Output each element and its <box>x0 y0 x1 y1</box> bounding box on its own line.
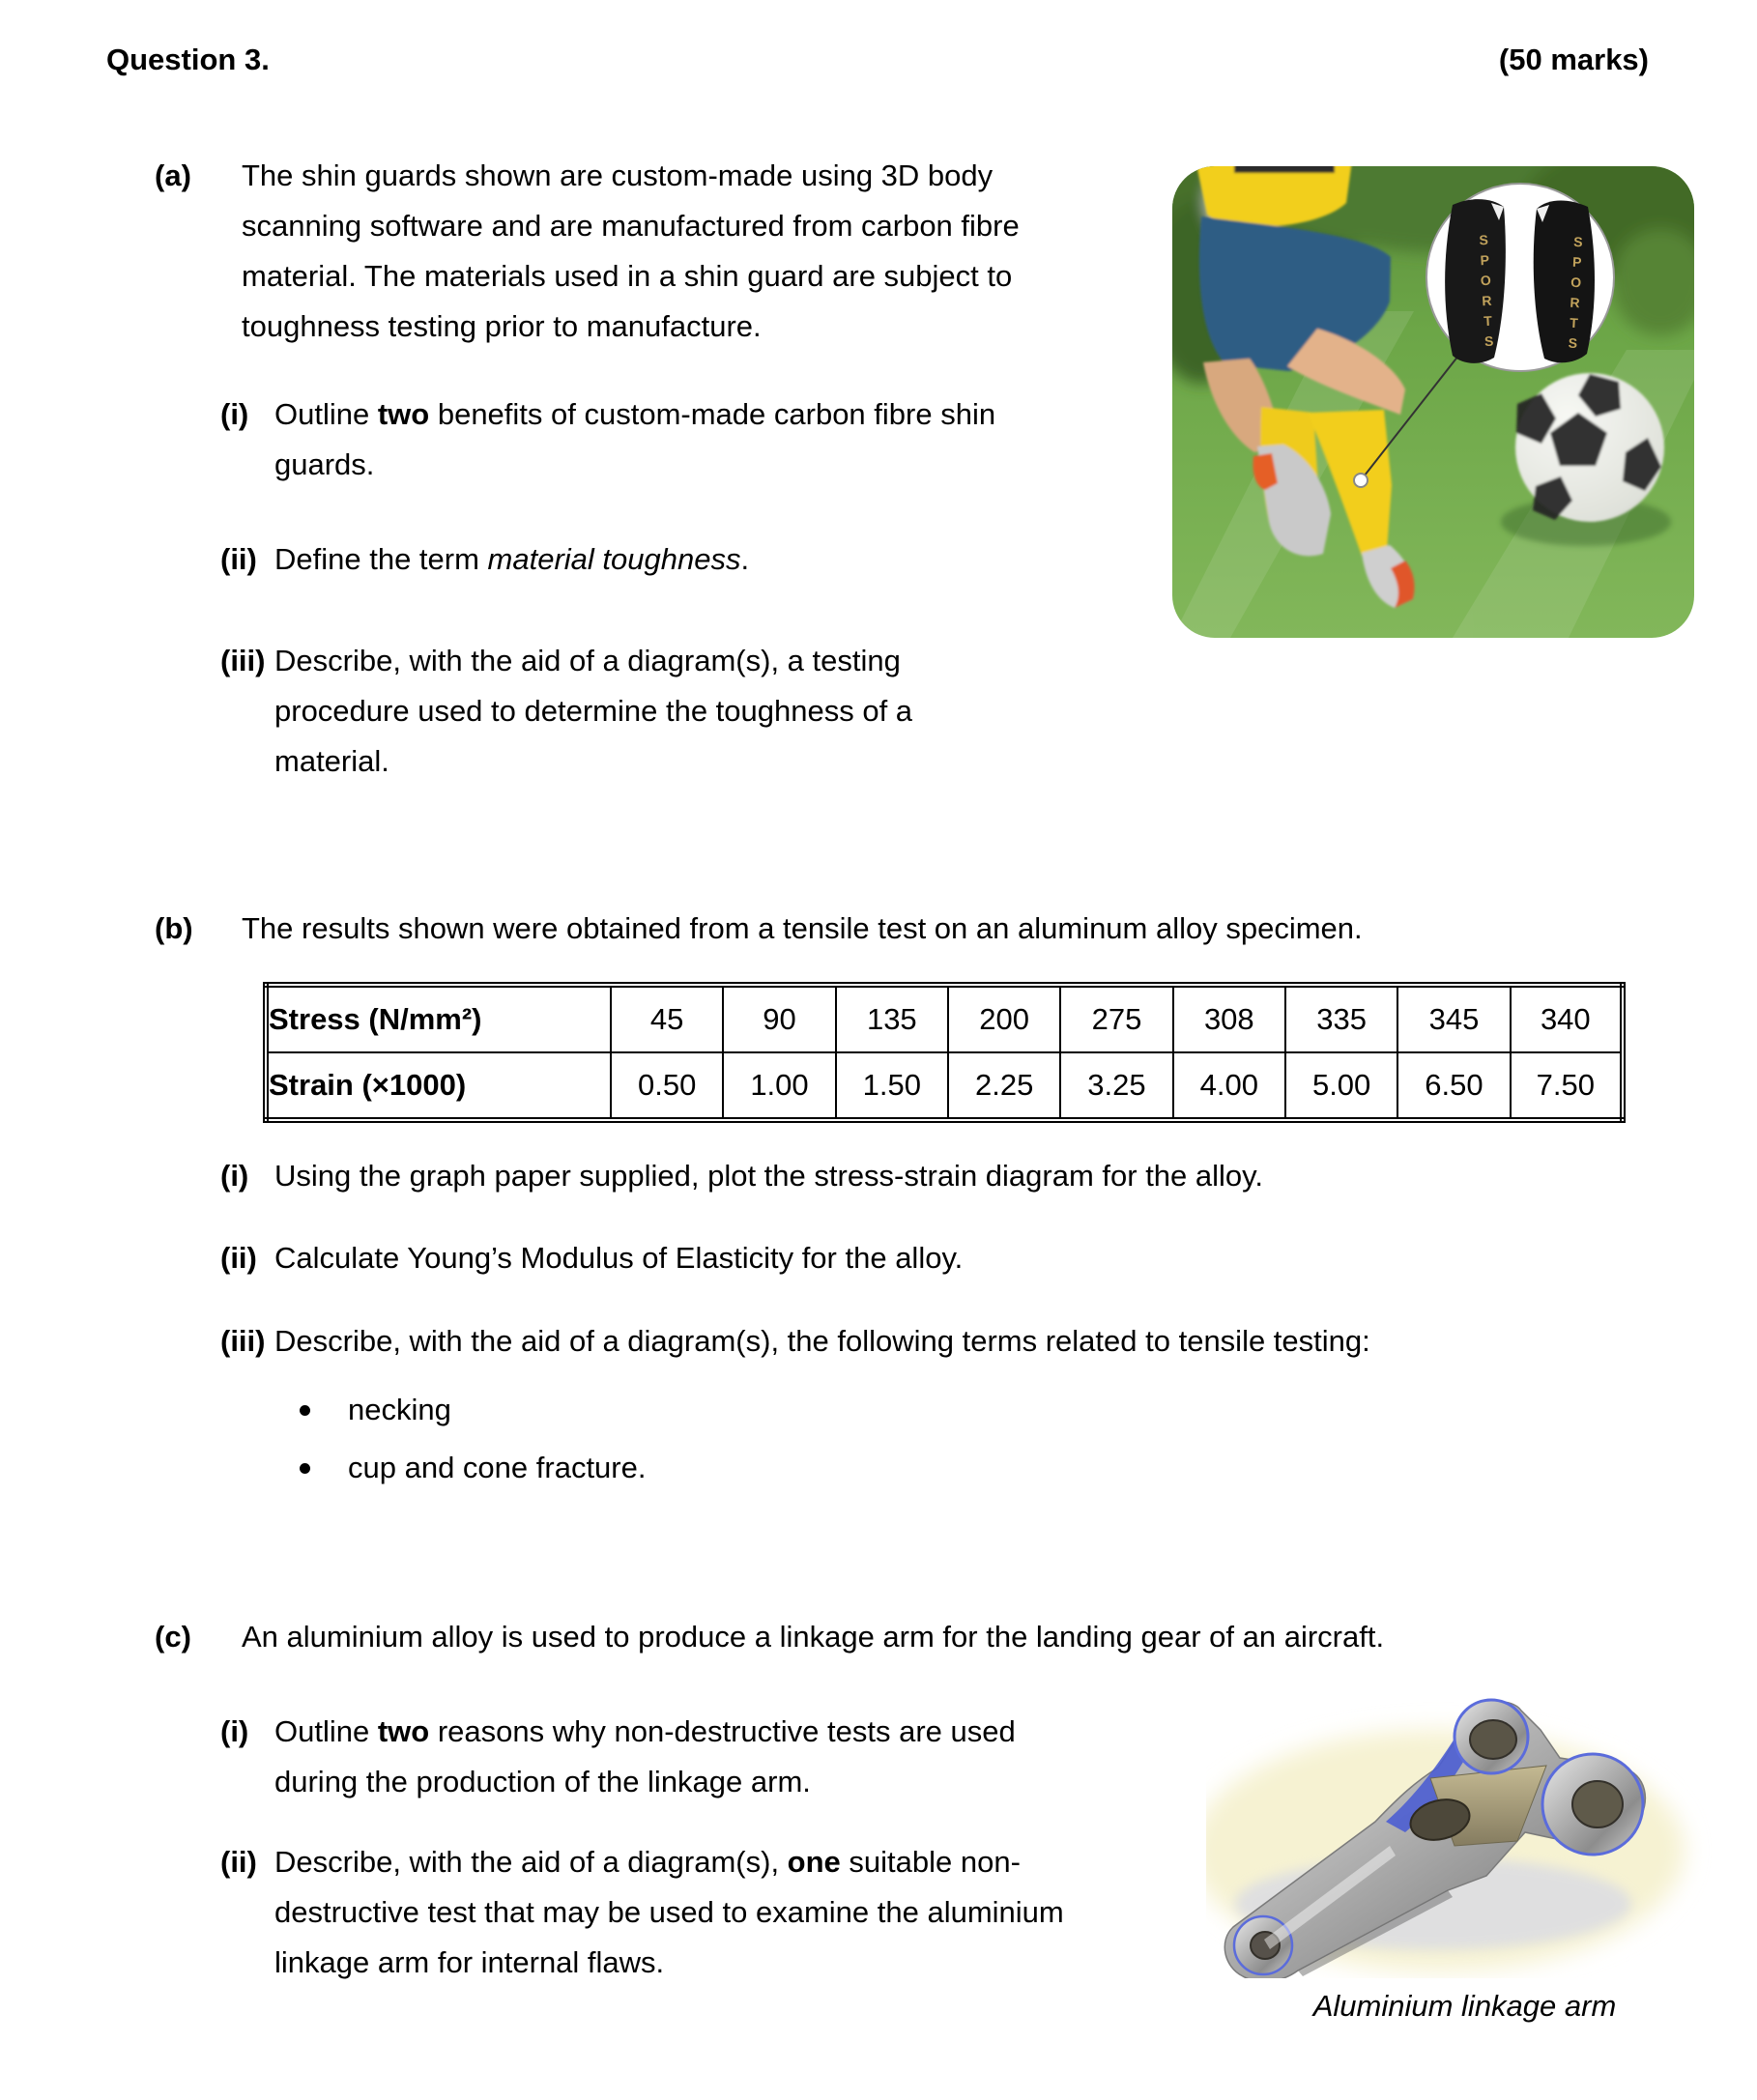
part-b-item-iii-text <box>274 1316 1627 1366</box>
text-run: suitable non-destructive test that may be used to examine the aluminium linkage arm for internal flaws. <box>274 1845 1064 1979</box>
part-a-item-iii-text <box>274 636 1028 787</box>
text-run: Define the term <box>274 542 488 576</box>
part-a-item-i-label: (i) <box>220 397 249 431</box>
strain-value: 6.50 <box>1397 1052 1510 1120</box>
strain-value: 7.50 <box>1511 1052 1623 1120</box>
part-a-item-ii-text <box>274 534 1028 585</box>
question-title: Question 3. <box>106 43 270 76</box>
part-c-label: (c) <box>155 1620 191 1654</box>
part-b-item-ii-text <box>274 1233 1608 1283</box>
stress-value: 308 <box>1173 985 1285 1052</box>
strain-value: 0.50 <box>611 1052 723 1120</box>
text-run: reasons why non-destructive tests are used during the production of the linkage arm. <box>274 1714 1016 1798</box>
stress-value: 45 <box>611 985 723 1052</box>
text-run: Calculate Young’s Modulus of Elasticity for the alloy. <box>274 1241 964 1275</box>
player-arm-band <box>1234 166 1335 173</box>
right-boss-hole <box>1572 1781 1623 1827</box>
strain-value: 5.00 <box>1285 1052 1397 1120</box>
stress-value: 340 <box>1511 985 1623 1052</box>
text-run: Describe, with the aid of a diagram(s), <box>274 1845 788 1879</box>
upper-boss-hole <box>1470 1720 1516 1759</box>
part-a-item-ii-label: (ii) <box>220 542 257 576</box>
strain-row <box>266 1052 1623 1120</box>
stress-value: 345 <box>1397 985 1510 1052</box>
part-b-intro: The results shown were obtained from a tensile test on an aluminum alloy specimen. <box>242 911 1363 945</box>
part-b-item-i-label: (i) <box>220 1159 249 1193</box>
marks-label: (50 marks) <box>1498 43 1649 76</box>
part-b-item-i-text <box>274 1151 1608 1201</box>
shin-guard-right-sports-label: SPORTS <box>1564 233 1587 357</box>
part-a-item-i-text <box>274 389 1028 490</box>
text-run: Describe, with the aid of a diagram(s), the following terms related to tensile testing: <box>274 1324 1370 1358</box>
callout-dot <box>1354 474 1368 487</box>
part-c-item-ii-text <box>274 1837 1115 1988</box>
stress-row-header: Stress (N/mm²) <box>266 985 611 1052</box>
strain-value: 2.25 <box>948 1052 1060 1120</box>
soccer-ball <box>1515 373 1664 522</box>
text-run: . <box>740 542 750 576</box>
text-run-bold: one <box>787 1845 841 1879</box>
bullet-icon <box>300 1463 310 1474</box>
text-run-italic: material toughness <box>487 542 741 576</box>
part-b-item-ii-label: (ii) <box>220 1241 257 1275</box>
stress-value: 200 <box>948 985 1060 1052</box>
shin-guard-left-sports-label: SPORTS <box>1475 231 1498 355</box>
strain-value: 4.00 <box>1173 1052 1285 1120</box>
text-run: Outline <box>274 1714 378 1748</box>
part-a-intro: The shin guards shown are custom-made using 3D body scanning software and are manufactured from carbon fibre material. The materials used in a shin guard are subject to toughness testing prior to manufacture. <box>242 158 1020 343</box>
linkage-arm-caption: Aluminium linkage arm <box>1312 1989 1617 2023</box>
bullet-item-necking: necking <box>348 1393 451 1426</box>
part-b-item-iii-label: (iii) <box>220 1324 266 1358</box>
strain-value: 3.25 <box>1060 1052 1172 1120</box>
stress-row <box>266 985 1623 1052</box>
strain-value: 1.00 <box>723 1052 835 1120</box>
stress-value: 90 <box>723 985 835 1052</box>
linkage-arm-photo <box>1206 1686 1723 1978</box>
part-a-item-iii-label: (iii) <box>220 644 266 677</box>
bullet-item-cup-cone: cup and cone fracture. <box>348 1451 647 1484</box>
text-run: Describe, with the aid of a diagram(s), a testing procedure used to determine the toughness of a material. <box>274 644 913 778</box>
part-c-intro: An aluminium alloy is used to produce a linkage arm for the landing gear of an aircraft. <box>242 1620 1385 1654</box>
strain-row-header: Strain (×1000) <box>266 1052 611 1120</box>
text-run: Outline <box>274 397 378 431</box>
soccer-player-photo <box>1172 166 1694 638</box>
part-a-label: (a) <box>155 158 191 192</box>
text-run: benefits of custom-made carbon fibre shin guards. <box>274 397 996 481</box>
text-run-bold: two <box>377 1714 430 1748</box>
text-run: Using the graph paper supplied, plot the stress-strain diagram for the alloy. <box>274 1159 1263 1193</box>
text-run-bold: two <box>377 397 430 431</box>
tensile-results-table <box>263 982 1626 1123</box>
part-c-item-ii-label: (ii) <box>220 1845 257 1879</box>
stress-value: 335 <box>1285 985 1397 1052</box>
part-c-item-i-label: (i) <box>220 1714 249 1748</box>
part-c-item-i-text <box>274 1707 1096 1807</box>
bullet-icon <box>300 1405 310 1416</box>
stress-value: 275 <box>1060 985 1172 1052</box>
part-b-label: (b) <box>155 911 193 945</box>
strain-value: 1.50 <box>836 1052 948 1120</box>
stress-value: 135 <box>836 985 948 1052</box>
